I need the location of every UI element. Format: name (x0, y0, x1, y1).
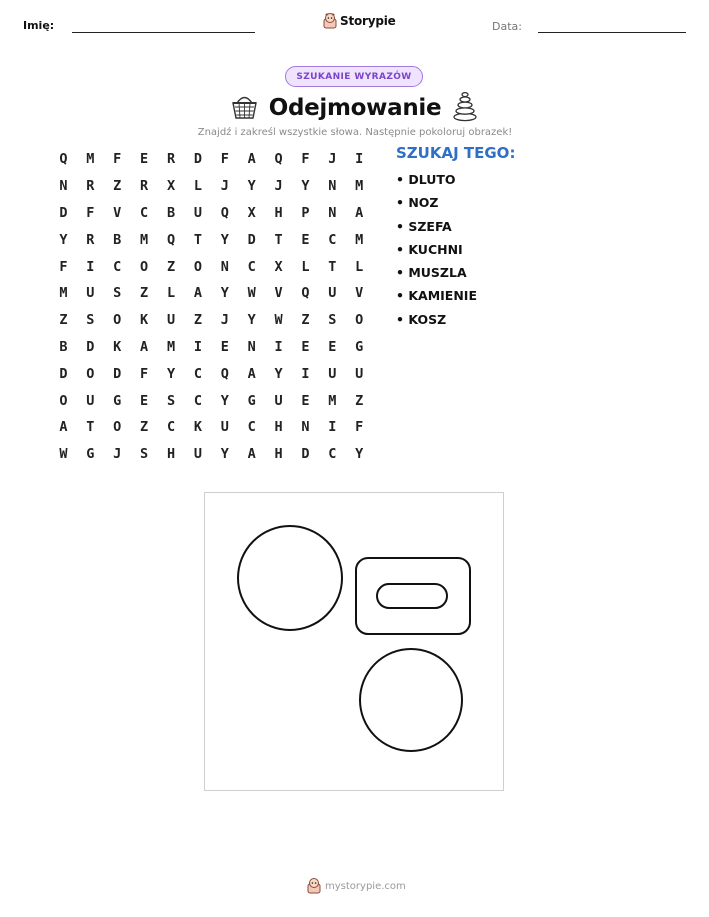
grid-letter[interactable]: O (113, 312, 122, 329)
circle-shape-top (238, 526, 342, 630)
grid-letter[interactable]: Z (166, 258, 176, 275)
grid-letter[interactable]: Q (301, 285, 310, 302)
grid-letter[interactable]: V (355, 285, 364, 302)
grid-letter[interactable]: Y (220, 446, 229, 463)
grid-letter[interactable]: W (247, 285, 256, 302)
grid-letter[interactable]: D (59, 204, 68, 221)
grid-letter[interactable]: H (166, 446, 176, 463)
grid-letter[interactable]: O (59, 392, 68, 409)
grid-letter[interactable]: U (193, 446, 202, 463)
grid-letter[interactable]: K (113, 338, 122, 355)
grid-letter[interactable]: F (86, 204, 95, 221)
grid-letter[interactable]: F (59, 258, 68, 275)
grid-letter[interactable]: U (86, 392, 95, 409)
grid-letter[interactable]: J (328, 151, 337, 168)
grid-letter[interactable]: D (193, 151, 202, 168)
grid-letter[interactable]: U (220, 419, 229, 436)
grid-letter[interactable]: D (247, 231, 256, 248)
grid-letter[interactable]: Q (274, 151, 283, 168)
grid-letter[interactable]: K (193, 419, 202, 436)
grid-letter[interactable]: F (140, 365, 149, 382)
grid-letter[interactable]: G (86, 446, 95, 463)
grid-letter[interactable]: M (355, 231, 364, 248)
worksheet-type-badge: SZUKANIE WYRAZÓW (285, 66, 423, 87)
grid-letter[interactable]: O (355, 312, 364, 329)
grid-letter[interactable]: B (113, 231, 122, 248)
pill-shape (377, 584, 447, 608)
grid-letter[interactable]: V (113, 204, 122, 221)
grid-letter[interactable]: H (274, 446, 283, 463)
grid-letter[interactable]: M (328, 392, 337, 409)
grid-letter[interactable]: Z (59, 312, 68, 329)
grid-letter[interactable]: C (166, 419, 176, 436)
grid-letter[interactable]: L (166, 285, 176, 302)
grid-letter[interactable]: Y (247, 178, 256, 195)
grid-letter[interactable]: S (86, 312, 95, 329)
grid-letter[interactable]: J (113, 446, 122, 463)
coloring-shapes (205, 493, 503, 790)
grid-letter[interactable]: O (86, 365, 95, 382)
date-line (538, 32, 686, 33)
grid-letter[interactable]: J (220, 178, 229, 195)
word-list-item: • KOSZ (396, 311, 447, 327)
grid-letter[interactable]: S (140, 446, 149, 463)
page-title-wrap (230, 90, 480, 126)
grid-letter[interactable]: Y (220, 285, 229, 302)
grid-letter[interactable]: Y (301, 178, 310, 195)
grid-letter[interactable]: Y (220, 392, 229, 409)
grid-letter[interactable]: X (274, 258, 283, 275)
word-list-item: • DLUTO (396, 172, 456, 187)
grid-letter[interactable]: W (274, 312, 283, 329)
grid-letter[interactable]: R (140, 178, 149, 195)
grid-letter[interactable]: C (247, 419, 256, 436)
grid-letter[interactable]: S (113, 285, 122, 302)
grid-letter[interactable]: O (113, 419, 122, 436)
grid-letter[interactable]: N (59, 178, 68, 195)
grid-letter[interactable]: U (86, 285, 95, 302)
grid-letter[interactable]: L (193, 178, 202, 195)
grid-letter[interactable]: R (166, 151, 176, 168)
grid-letter[interactable]: O (140, 258, 149, 275)
grid-letter[interactable]: Y (166, 365, 176, 382)
grid-letter[interactable]: I (355, 151, 364, 168)
grid-letter[interactable]: J (220, 312, 229, 329)
grid-letter[interactable]: C (193, 365, 202, 382)
grid-letter[interactable]: E (328, 338, 337, 355)
stacked-stones-icon (452, 90, 478, 122)
grid-letter[interactable]: R (86, 178, 95, 195)
grid-letter[interactable]: U (328, 285, 337, 302)
grid-letter[interactable]: I (274, 338, 283, 355)
grid-letter[interactable]: E (301, 338, 310, 355)
grid-letter[interactable]: Y (274, 365, 283, 382)
grid-letter[interactable]: N (301, 419, 310, 436)
grid-letter[interactable]: F (301, 151, 310, 168)
grid-letter[interactable]: A (355, 204, 364, 221)
grid-letter[interactable]: S (328, 312, 337, 329)
grid-letter[interactable]: F (113, 151, 122, 168)
brand (323, 13, 396, 29)
grid-letter[interactable]: K (140, 312, 149, 329)
storypie-footer-logo-icon (307, 878, 321, 894)
grid-letter[interactable]: Y (220, 231, 229, 248)
grid-letter[interactable]: A (247, 365, 256, 382)
grid-letter[interactable]: Y (59, 231, 68, 248)
grid-letter[interactable]: T (86, 419, 95, 436)
grid-letter[interactable]: E (140, 392, 149, 409)
grid-letter[interactable]: T (328, 258, 337, 275)
grid-letter[interactable]: M (355, 178, 364, 195)
grid-letter[interactable]: Z (193, 312, 202, 329)
grid-letter[interactable]: A (247, 446, 256, 463)
storypie-logo-icon (323, 13, 337, 29)
page-title: Odejmowanie (268, 95, 442, 121)
grid-letter[interactable]: U (166, 312, 176, 329)
word-list-item: • NOZ (396, 195, 439, 211)
grid-letter[interactable]: N (328, 178, 337, 195)
grid-letter[interactable]: H (274, 419, 283, 436)
grid-letter[interactable]: A (193, 285, 202, 302)
grid-letter[interactable]: G (355, 338, 364, 355)
grid-letter[interactable]: G (247, 392, 256, 409)
date-label: Data: (492, 20, 522, 33)
grid-letter[interactable]: Z (301, 312, 310, 329)
grid-letter[interactable]: Y (355, 446, 364, 463)
grid-letter[interactable]: S (166, 392, 176, 409)
grid-letter[interactable]: A (140, 338, 149, 355)
grid-letter[interactable]: C (247, 258, 256, 275)
grid-letter[interactable]: A (247, 151, 256, 168)
instructions: Znajdź i zakreśl wszystkie słowa. Następnie pokoloruj obrazek! (197, 127, 513, 138)
grid-letter[interactable]: M (59, 285, 68, 302)
grid-letter[interactable]: V (274, 285, 283, 302)
grid-letter[interactable]: C (140, 204, 149, 221)
grid-letter[interactable]: N (328, 204, 337, 221)
footer (307, 878, 406, 894)
grid-letter[interactable]: N (247, 338, 256, 355)
grid-letter[interactable]: X (166, 178, 176, 195)
grid-letter[interactable]: M (140, 231, 149, 248)
grid-letter[interactable]: T (193, 231, 202, 248)
grid-letter[interactable]: G (113, 392, 122, 409)
grid-letter[interactable]: H (274, 204, 283, 221)
grid-letter[interactable]: E (140, 151, 149, 168)
grid-letter[interactable]: Q (166, 231, 176, 248)
grid-letter[interactable]: Q (59, 151, 68, 168)
grid-letter[interactable]: U (193, 204, 202, 221)
grid-letter[interactable]: I (328, 419, 337, 436)
word-list-item: • KAMIENIE (396, 288, 477, 304)
brand-name: Storypie (340, 14, 396, 28)
grid-letter[interactable]: U (328, 365, 337, 382)
grid-letter[interactable]: L (301, 258, 310, 275)
word-list-item: • MUSZLA (396, 265, 467, 281)
word-list-item: • SZEFA (396, 218, 452, 234)
grid-letter[interactable]: C (328, 446, 337, 463)
grid-letter[interactable]: I (86, 258, 95, 275)
grid-letter[interactable]: F (355, 419, 364, 436)
grid-letter[interactable]: M (86, 151, 95, 168)
grid-letter[interactable]: B (59, 338, 68, 355)
grid-letter[interactable]: L (355, 258, 364, 275)
grid-letter[interactable]: W (59, 446, 68, 463)
grid-letter[interactable]: A (59, 419, 68, 436)
grid-letter[interactable]: C (113, 258, 122, 275)
word-list (396, 170, 477, 333)
grid-letter[interactable]: M (166, 338, 176, 355)
grid-letter[interactable]: C (193, 392, 202, 409)
grid-letter[interactable]: Y (247, 312, 256, 329)
grid-letter[interactable]: C (328, 231, 337, 248)
grid-letter[interactable]: I (301, 365, 310, 382)
grid-letter[interactable]: B (166, 204, 176, 221)
grid-letter[interactable]: D (86, 338, 95, 355)
grid-letter[interactable]: X (247, 204, 256, 221)
grid-letter[interactable]: Z (113, 178, 122, 195)
grid-letter[interactable]: Q (220, 365, 229, 382)
grid-letter[interactable]: D (59, 365, 68, 382)
grid-letter[interactable]: E (220, 338, 229, 355)
coloring-picture (204, 492, 504, 791)
grid-letter[interactable]: E (301, 231, 310, 248)
grid-letter[interactable]: J (274, 178, 283, 195)
footer-url[interactable]: mystorypie.com (325, 880, 406, 892)
grid-letter[interactable]: I (193, 338, 202, 355)
grid-letter[interactable]: D (301, 446, 310, 463)
grid-letter[interactable]: R (86, 231, 95, 248)
grid-letter[interactable]: E (301, 392, 310, 409)
grid-letter[interactable]: F (220, 151, 229, 168)
grid-letter[interactable]: N (220, 258, 229, 275)
name-label: Imię: (23, 19, 55, 32)
grid-letter[interactable]: P (301, 204, 310, 221)
word-list-item: • KUCHNI (396, 241, 463, 257)
word-search-grid (50, 146, 373, 468)
grid-letter[interactable]: U (355, 365, 364, 382)
circle-shape-bottom (360, 649, 462, 751)
grid-letter[interactable]: O (193, 258, 202, 275)
grid-letter[interactable]: Z (140, 419, 149, 436)
grid-letter[interactable]: T (274, 231, 283, 248)
name-line (72, 32, 255, 33)
grid-letter[interactable]: Z (355, 392, 364, 409)
word-list-title: SZUKAJ TEGO: (396, 144, 516, 162)
grid-letter[interactable]: Q (220, 204, 229, 221)
grid-letter[interactable]: Z (140, 285, 149, 302)
grid-letter[interactable]: D (113, 365, 122, 382)
grid-letter[interactable]: U (274, 392, 283, 409)
